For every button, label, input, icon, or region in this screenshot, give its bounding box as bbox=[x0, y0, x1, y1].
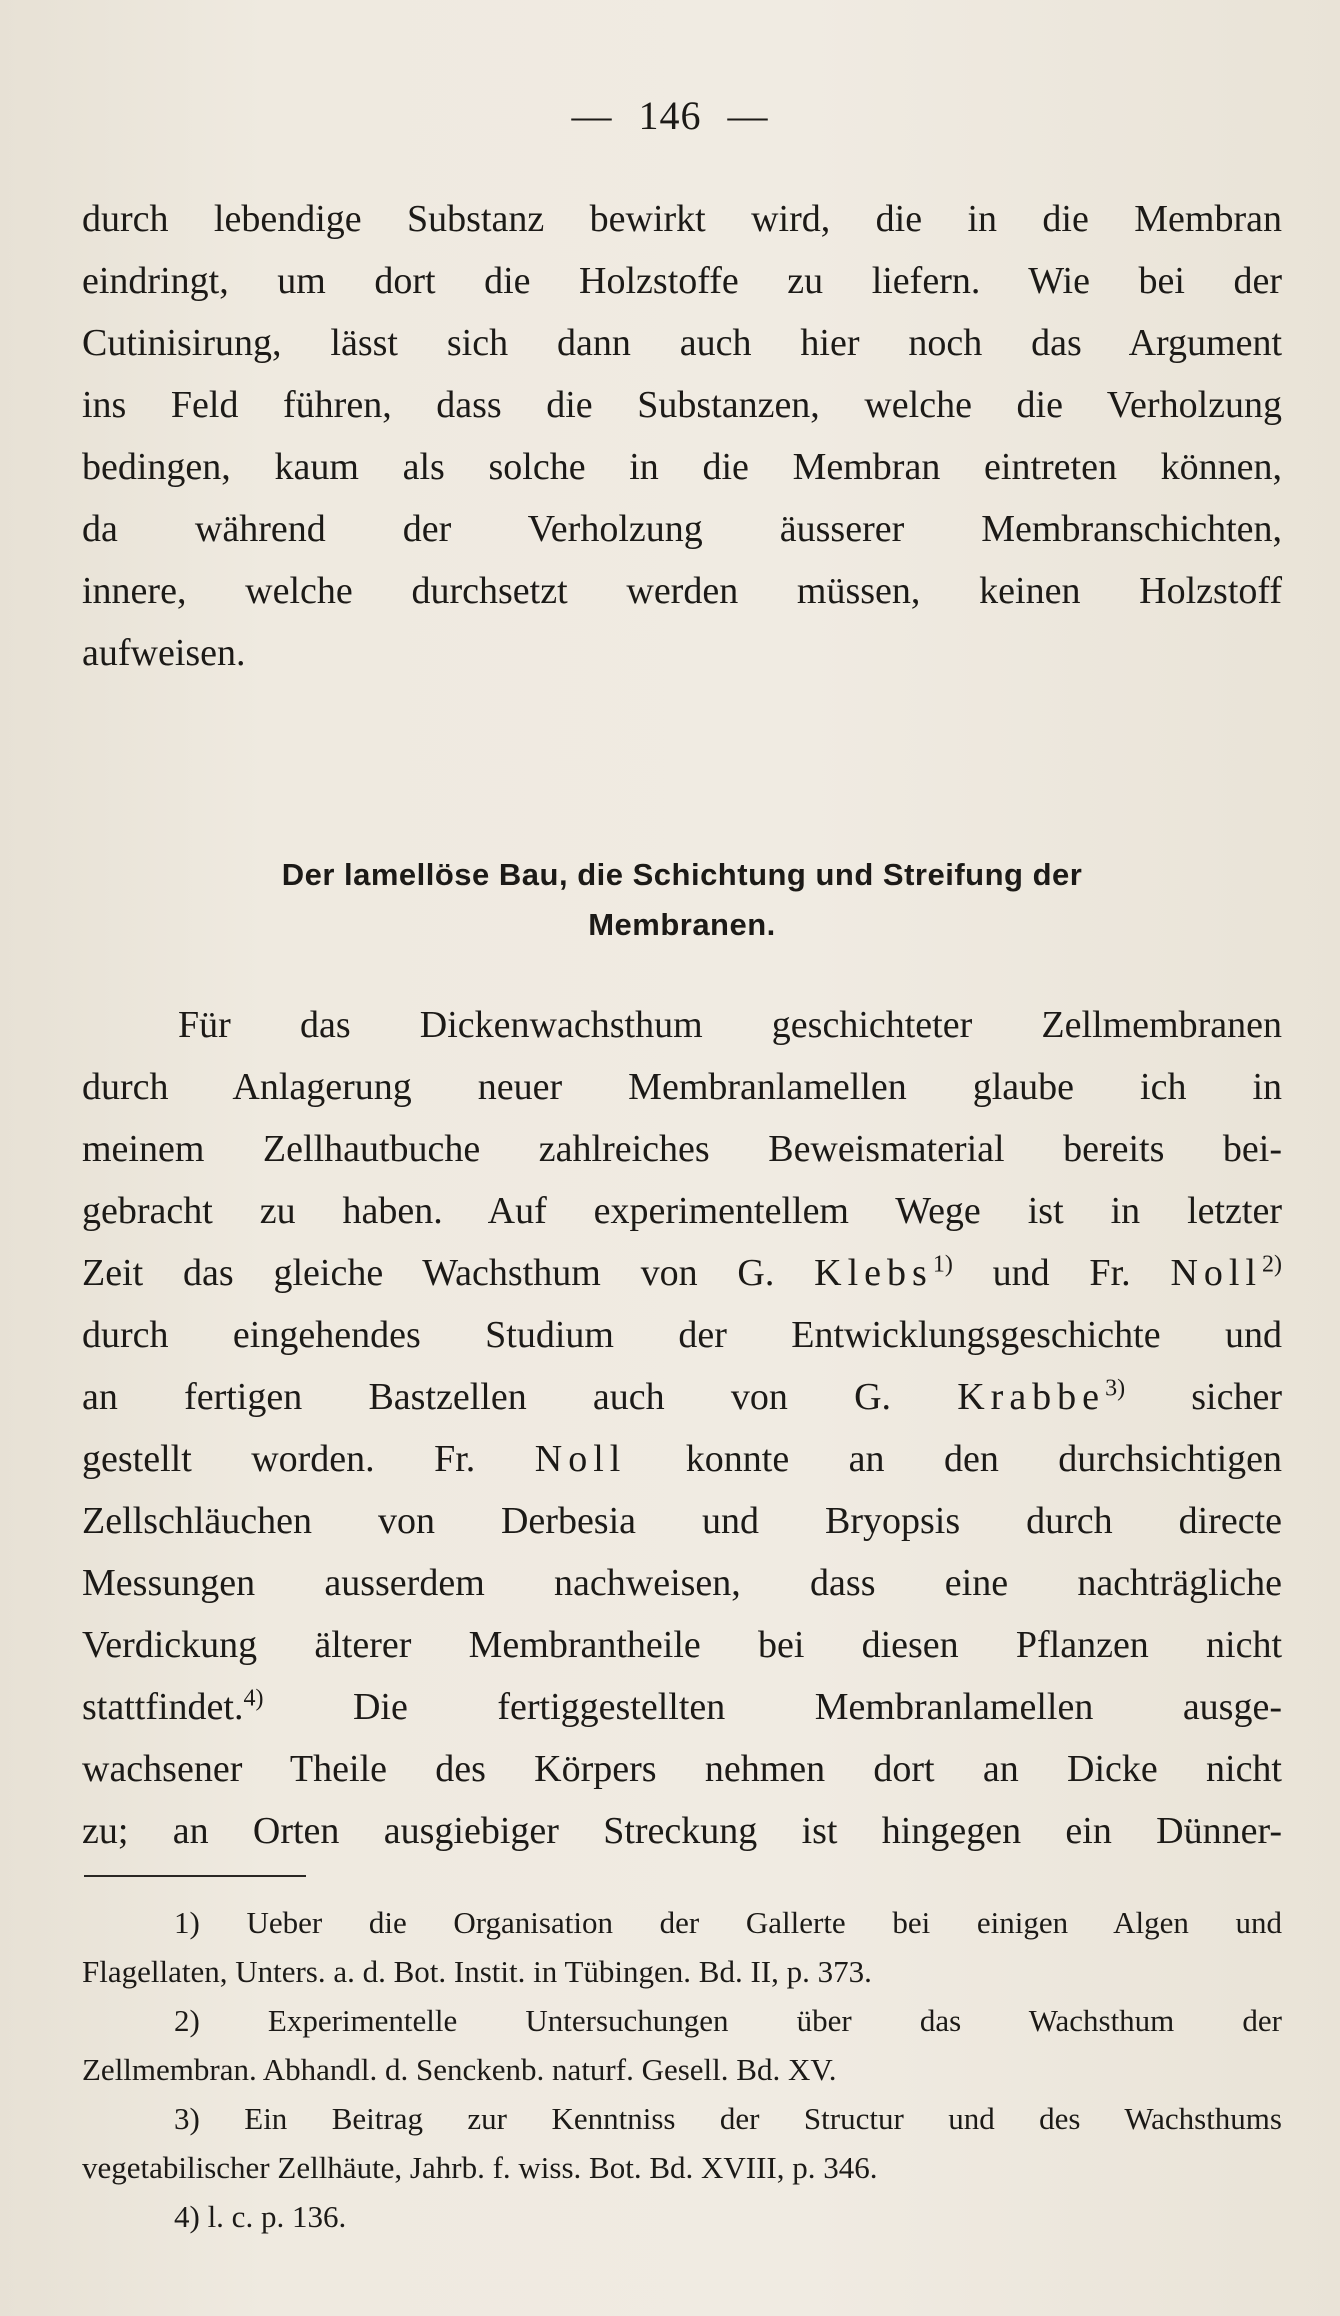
section-heading-line: Membranen. bbox=[588, 907, 776, 942]
footnote-1-line: 1) Ueber die Organisation der Gallerte bei einigen Algen und bbox=[174, 1905, 1282, 1940]
page-number-header bbox=[0, 92, 1340, 139]
footnote-2-line: Zellmembran. Abhandl. d. Senckenb. naturf. Gesell. Bd. XV. bbox=[82, 2052, 837, 2087]
text-line: eindringt, um dort die Holzstoffe zu liefern. Wie bei der bbox=[82, 260, 1282, 302]
text-line: innere, welche durchsetzt werden müssen, keinen Holzstoff bbox=[82, 570, 1282, 612]
text-fragment: an fertigen Bastzellen auch von G. bbox=[82, 1376, 958, 1418]
section-heading bbox=[82, 850, 1282, 950]
right-dash: — bbox=[727, 93, 769, 138]
footnote-divider bbox=[84, 1875, 306, 1877]
text-line: gebracht zu haben. Auf experimentellem Wege ist in letzter bbox=[82, 1190, 1282, 1232]
author-name-klebs: Klebs bbox=[814, 1252, 933, 1294]
text-fragment: und Fr. bbox=[952, 1252, 1171, 1294]
text-line: bedingen, kaum als solche in die Membran eintreten können, bbox=[82, 446, 1282, 488]
section-heading-line: Der lamellöse Bau, die Schichtung und Streifung der bbox=[281, 857, 1083, 892]
text-line: da während der Verholzung äusserer Membranschichten, bbox=[82, 508, 1282, 550]
footnote-marker: 3) bbox=[1105, 1375, 1126, 1402]
page-number: 146 bbox=[638, 93, 702, 138]
footnote-4-line: 4) l. c. p. 136. bbox=[174, 2199, 347, 2234]
footnotes bbox=[82, 1898, 1282, 2241]
footnote-1-line: Flagellaten, Unters. a. d. Bot. Instit. in Tübingen. Bd. II, p. 373. bbox=[82, 1954, 872, 1989]
author-name-noll: Noll bbox=[1170, 1252, 1262, 1294]
text-line: meinem Zellhautbuche zahlreiches Beweismaterial bereits bei- bbox=[82, 1128, 1282, 1170]
text-line: durch lebendige Substanz bewirkt wird, die in die Membran bbox=[82, 198, 1282, 240]
text-line: Zellschläuchen von Derbesia und Bryopsis durch directe bbox=[82, 1500, 1282, 1542]
text-line bbox=[82, 1242, 1282, 1304]
author-name-krabbe: Krabbe bbox=[957, 1376, 1106, 1418]
left-dash: — bbox=[571, 93, 613, 138]
text-line: wachsener Theile des Körpers nehmen dort an Dicke nicht bbox=[82, 1748, 1282, 1790]
text-line: Verdickung älterer Membrantheile bei diesen Pflanzen nicht bbox=[82, 1624, 1282, 1666]
text-line: Cutinisirung, lässt sich dann auch hier noch das Argument bbox=[82, 322, 1282, 364]
text-line: aufweisen. bbox=[82, 632, 246, 674]
footnote-2-line: 2) Experimentelle Untersuchungen über das Wachsthum der bbox=[174, 2003, 1282, 2038]
text-fragment: sicher bbox=[1125, 1376, 1283, 1418]
footnote-3-line: vegetabilischer Zellhäute, Jahrb. f. wiss. Bot. Bd. XVIII, p. 346. bbox=[82, 2150, 878, 2185]
footnote-marker: 2) bbox=[1262, 1251, 1282, 1278]
footnote-3-line: 3) Ein Beitrag zur Kenntniss der Structur und des Wachsthums bbox=[174, 2101, 1282, 2136]
text-line: ins Feld führen, dass die Substanzen, welche die Verholzung bbox=[82, 384, 1282, 426]
text-line: zu; an Orten ausgiebiger Streckung ist hingegen ein Dünner- bbox=[82, 1810, 1282, 1852]
paragraph-1 bbox=[82, 188, 1282, 684]
text-line: durch Anlagerung neuer Membranlamellen glaube ich in bbox=[82, 1066, 1282, 1108]
text-line bbox=[82, 1676, 1282, 1738]
text-line bbox=[82, 1366, 1282, 1428]
footnote-marker: 4) bbox=[243, 1685, 264, 1712]
text-fragment: konnte an den durchsichtigen bbox=[626, 1438, 1283, 1480]
text-line: durch eingehendes Studium der Entwicklungsgeschichte und bbox=[82, 1314, 1282, 1356]
text-fragment: stattfindet. bbox=[82, 1686, 244, 1728]
text-line: Messungen ausserdem nachweisen, dass eine nachträgliche bbox=[82, 1562, 1282, 1604]
text-fragment: Zeit das gleiche Wachsthum von G. bbox=[82, 1252, 815, 1294]
paragraph-2 bbox=[82, 994, 1282, 1862]
author-name-noll: Noll bbox=[534, 1438, 627, 1480]
text-fragment: gestellt worden. Fr. bbox=[82, 1438, 535, 1480]
text-line bbox=[82, 1428, 1282, 1490]
text-line: Für das Dickenwachsthum geschichteter Zellmembranen bbox=[178, 1004, 1282, 1046]
text-fragment: Die fertiggestellten Membranlamellen ausge- bbox=[263, 1686, 1282, 1728]
footnote-marker: 1) bbox=[932, 1251, 953, 1278]
